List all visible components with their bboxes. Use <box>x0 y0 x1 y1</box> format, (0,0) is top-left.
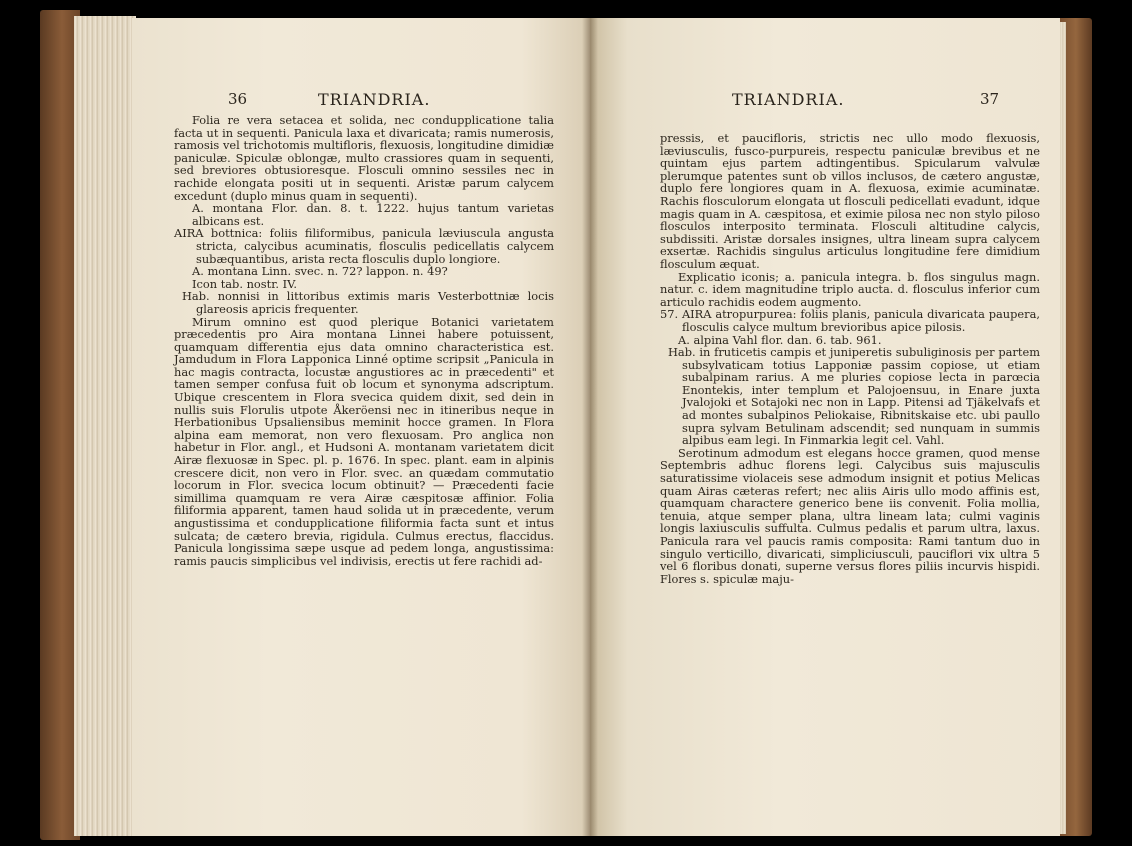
open-book <box>40 10 1092 840</box>
paragraph: Hab. in fruticetis campis et juniperetis subuliginosis per partem subsylvaticam totius Lapponiæ passim copiose, ut etiam subalpinam rarius. A me pluries copiose lecta in parœcia Enontekis, inter templum et Palojoensuu, in Enare juxta Jvalojoki et Sotajoki nec non in Lapp. Pitensi ad Tjäkelvafs et ad montes subalpinos Peliokaise, Ribnitskaise etc. ubi paullo supra sylvam Betulinam adscendit; sed nunquam in summis alpibus eam legi. In Finmarkia legit cel. Vahl. <box>668 345 1040 448</box>
paragraph: A. alpina Vahl flor. dan. 6. tab. 961. <box>678 332 882 347</box>
paragraph: pressis, et paucifloris, strictis nec ullo modo flexuosis, læviusculis, fusco-purpureis, respectu paniculæ brevibus et ne quintam ejus partem adtingentibus. Spicularum valvulæ plerumque patentes sunt ob villos inclusos, de cætero angustæ, duplo fere longiores quam in A. flexuosa, eximie acuminatæ. Rachis flosculorum elongata ut flosculi pedicellati evadunt, idque magis quam in A. cæspitosa, et eximie pilosa nec non stylo piloso flosculos interposito terminata. Flosculi altitudine calycis, subdissiti. Aristæ dorsales insignes, ultra lineam supra calycem exsertæ. Rachidis singulus articulus longitudine fere dimidium flosculum æquat. <box>660 131 1040 271</box>
paragraph: Icon tab. nostr. IV. <box>192 276 297 291</box>
paragraph: Folia re vera setacea et solida, nec condupplicatione talia facta ut in sequenti. Panicula laxa et divaricata; ramis numerosis, ramosis vel trichotomis multifloris, flexuosis, longitudine dimidiæ paniculæ. Spiculæ oblongæ, multo crassiores quam in sequenti, sed breviores obtusioresque. Flosculi omnino sessiles nec in rachide elongata positi ut in sequenti. Aristæ parum calycem excedunt (duplo minus quam in sequenti). <box>174 113 554 203</box>
page-edges-left <box>74 16 136 836</box>
paragraph: AIRA bottnica: foliis filiformibus, panicula læviuscula angusta stricta, calycibus acuminatis, flosculis pedicellatis calycem subæquantibus, arista recta flosculis duplo longiore. <box>174 226 554 266</box>
right-page-text <box>660 132 1040 585</box>
left-page-text <box>174 114 554 567</box>
left-page-number: 36 <box>228 90 248 108</box>
left-page <box>132 18 590 836</box>
paragraph: Serotinum admodum est elegans hocce gramen, quod mense Septembris adhuc florens legi. Calycibus suis majusculis saturatissime violaceis sese admodum insignit et potius Melicas quam Airas cæteras refert; nec aliis Airis ullo modo affinis est, quamquam charactere generico bene iis convenit. Folia mollia, tenuia, atque semper plana, ultra lineam lata; culmi vaginis longis laxiusculis suffulta. Culmus pedalis et parum ultra, laxus. Panicula rara vel paucis ramis composita: Rami tantum duo in singulo verticillo, divaricati, simpliciusculi, pauciflori vix ultra 5 vel 6 floribus donati, superne versus flores piliis incurvis hispidi. Flores s. spiculæ maju- <box>660 445 1040 586</box>
book-gutter <box>582 18 598 836</box>
paragraph: 57. AIRA atropurpurea: foliis planis, panicula divaricata paupera, flosculis calyce multum brevioribus apice pilosis. <box>660 307 1040 334</box>
left-running-head: TRIANDRIA. <box>318 90 431 109</box>
right-page-number: 37 <box>980 90 1000 108</box>
paragraph: Hab. nonnisi in littoribus extimis maris Vesterbottniæ locis glareosis apricis frequenter. <box>182 289 554 316</box>
paragraph: A. montana Flor. dan. 8. t. 1222. hujus tantum varietas albicans est. <box>192 201 554 228</box>
paragraph: Explicatio iconis; a. panicula integra. b. flos singulus magn. natur. c. idem magnitudine triplo aucta. d. flosculus inferior cum articulo rachidis eodem augmento. <box>660 269 1040 309</box>
right-page <box>590 18 1060 836</box>
right-running-head: TRIANDRIA. <box>732 90 845 109</box>
paragraph: A. montana Linn. svec. n. 72? lappon. n. 49? <box>192 264 448 279</box>
paragraph: Mirum omnino est quod plerique Botanici varietatem præcedentis pro Aira montana Linnei habere potuissent, quamquam differentia ejus data omnino characteristica est. Jamdudum in Flora Lapponica Linné optime scripsit „Panicula in hac magis contracta, locustæ angustiores ac in præcedenti" et tamen semper confusa fuit ob locum et synonyma adscriptum. Ubique crescentem in Flora svecica quidem dixit, sed dein in nullis suis Florulis utpote Åkeröensi nec in itineribus neque in Herbationibus Upsaliensibus meminit hocce gramen. In Flora alpina eam memorat, non vero flexuosam. Pro anglica non habetur in Flor. angl., et Hudsoni A. montanam varietatem dicit Airæ flexuosæ in Spec. pl. p. 1676. In spec. plant. eam in alpinis crescere dicit, non vero in Flor. svec. an quædam commutatio locorum in Flor. svecica locum obtinuit? — Præcedenti facie simillima quamquam re vera Airæ cæspitosæ affinior. Folia filiformia apparent, tamen haud solida ut in præcedente, verum angustissima et condupplicatione filiformia facta sunt et intus sulcata; de cætero brevia, rigidula. Culmus erectus, flaccidus. Panicula longissima sæpe usque ad pedem longa, angustissima: ramis paucis simplicibus vel indivisis, erectis ut fere rachidi ad- <box>174 314 554 568</box>
